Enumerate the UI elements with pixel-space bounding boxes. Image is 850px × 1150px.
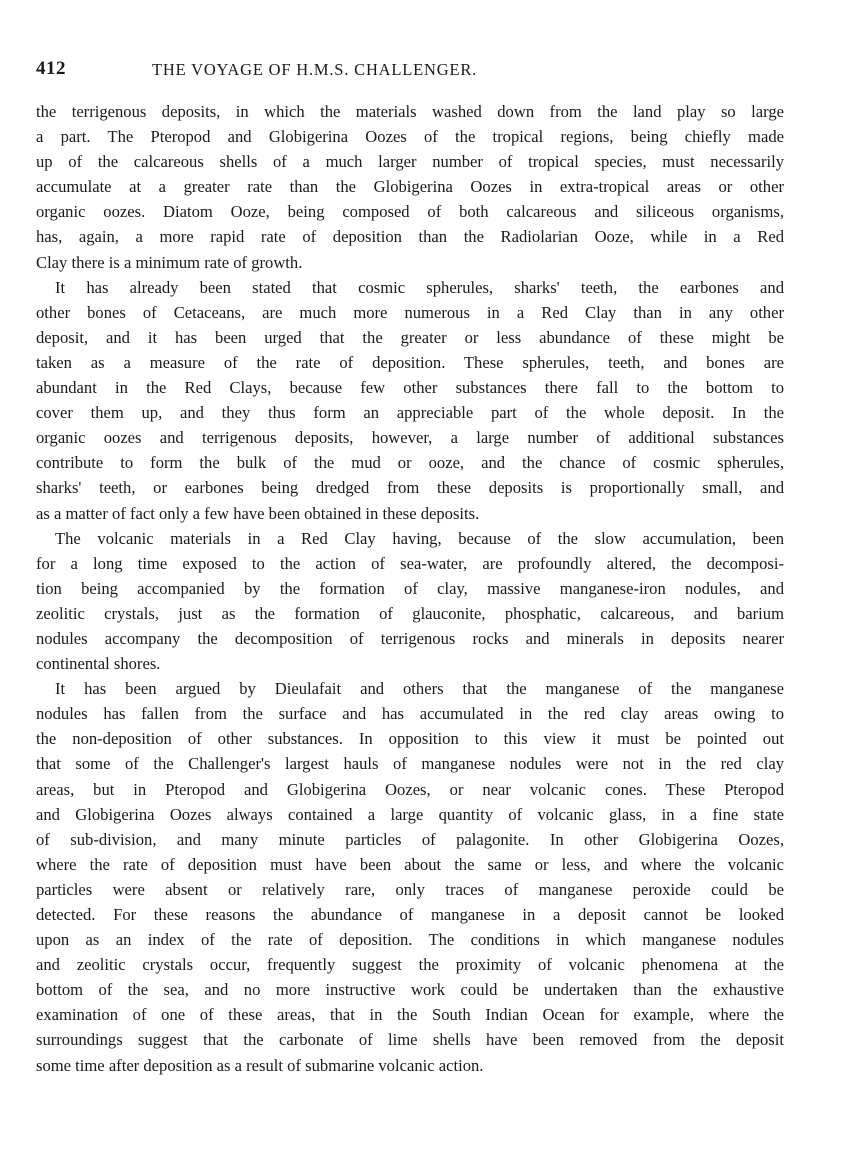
text-line: Clay there is a minimum rate of growth.	[36, 252, 303, 272]
text-line: the terrigenous deposits, in which the materials washed down from the land play so large	[36, 102, 784, 121]
text-line: upon as an index of the rate of deposition. The conditions in which manganese nodules	[36, 930, 784, 950]
text-line: up of the calcareous shells of a much larger number of tropical species, must necessarily	[36, 152, 784, 172]
text-line: surroundings suggest that the carbonate of lime shells have been removed from the deposit	[36, 1030, 784, 1050]
text-line: and zeolitic crystals occur, frequently suggest the proximity of volcanic phenomena at the	[36, 955, 784, 975]
text-line: as a matter of fact only a few have been obtained in these deposits.	[36, 503, 480, 523]
paragraph-2	[36, 275, 784, 526]
text-line: a part. The Pteropod and Globigerina Oozes of the tropical regions, being chiefly made	[36, 127, 784, 147]
text-line: organic oozes and terrigenous deposits, however, a large number of additional substances	[36, 428, 784, 448]
text-line: other bones of Cetaceans, are much more numerous in a Red Clay than in any other	[36, 302, 784, 322]
text-line: bottom of the sea, and no more instructive work could be undertaken than the exhaustive	[36, 980, 784, 1000]
text-line: where the rate of deposition must have been about the same or less, and where the volcanic	[36, 854, 784, 874]
text-line: areas, but in Pteropod and Globigerina Oozes, or near volcanic cones. These Pteropod	[36, 779, 784, 799]
text-line: examination of one of these areas, that in the South Indian Ocean for example, where the	[36, 1005, 784, 1025]
text-line: zeolitic crystals, just as the formation of glauconite, phosphatic, calcareous, and barium	[36, 603, 784, 623]
text-line: contribute to form the bulk of the mud or ooze, and the chance of cosmic spherules,	[36, 453, 784, 473]
paragraph-1	[36, 99, 784, 275]
paragraph-4	[36, 676, 784, 1078]
text-line: organic oozes. Diatom Ooze, being composed of both calcareous and siliceous organisms,	[36, 202, 784, 222]
text-line: some time after deposition as a result of submarine volcanic action.	[36, 1055, 484, 1075]
text-line: abundant in the Red Clays, because few other substances there fall to the bottom to	[36, 378, 784, 398]
page-number: 412	[36, 58, 66, 79]
text-line: accumulate at a greater rate than the Globigerina Oozes in extra-tropical areas or other	[36, 177, 784, 197]
text-line: It has been argued by Dieulafait and others that the manganese of the manganese	[55, 679, 784, 699]
text-line: tion being accompanied by the formation of clay, massive manganese-iron nodules, and	[36, 578, 784, 598]
text-line: taken as a measure of the rate of deposition. These spherules, teeth, and bones are	[36, 352, 784, 372]
text-line: The volcanic materials in a Red Clay having, because of the slow accumulation, been	[55, 528, 784, 548]
text-line: has, again, a more rapid rate of deposition than the Radiolarian Ooze, while in a Red	[36, 227, 784, 247]
text-line: of sub-division, and many minute particles of palagonite. In other Globigerina Oozes,	[36, 829, 784, 849]
paragraph-3	[36, 526, 784, 677]
text-line: continental shores.	[36, 654, 161, 674]
text-line: nodules has fallen from the surface and has accumulated in the red clay areas owing to	[36, 704, 784, 724]
body-text	[36, 99, 784, 1078]
text-line: particles were absent or relatively rare, only traces of manganese peroxide could be	[36, 879, 784, 899]
text-line: It has already been stated that cosmic spherules, sharks' teeth, the earbones and	[55, 277, 784, 297]
running-title: THE VOYAGE OF H.M.S. CHALLENGER.	[152, 60, 478, 79]
text-line: deposit, and it has been urged that the greater or less abundance of these might be	[36, 327, 784, 347]
text-line: and Globigerina Oozes always contained a large quantity of volcanic glass, in a fine state	[36, 804, 784, 824]
running-head	[36, 58, 786, 88]
text-line: for a long time exposed to the action of sea-water, are profoundly altered, the decomposi-	[36, 553, 784, 573]
text-line: detected. For these reasons the abundance of manganese in a deposit cannot be looked	[36, 905, 784, 924]
text-line: sharks' teeth, or earbones being dredged from these deposits is proportionally small, and	[36, 478, 784, 498]
text-line: nodules accompany the decomposition of terrigenous rocks and minerals in deposits nearer	[36, 628, 784, 648]
text-line: that some of the Challenger's largest hauls of manganese nodules were not in the red clay	[36, 754, 784, 774]
text-line: cover them up, and they thus form an appreciable part of the whole deposit. In the	[36, 403, 784, 423]
text-line: the non-deposition of other substances. In opposition to this view it must be pointed out	[36, 729, 784, 749]
